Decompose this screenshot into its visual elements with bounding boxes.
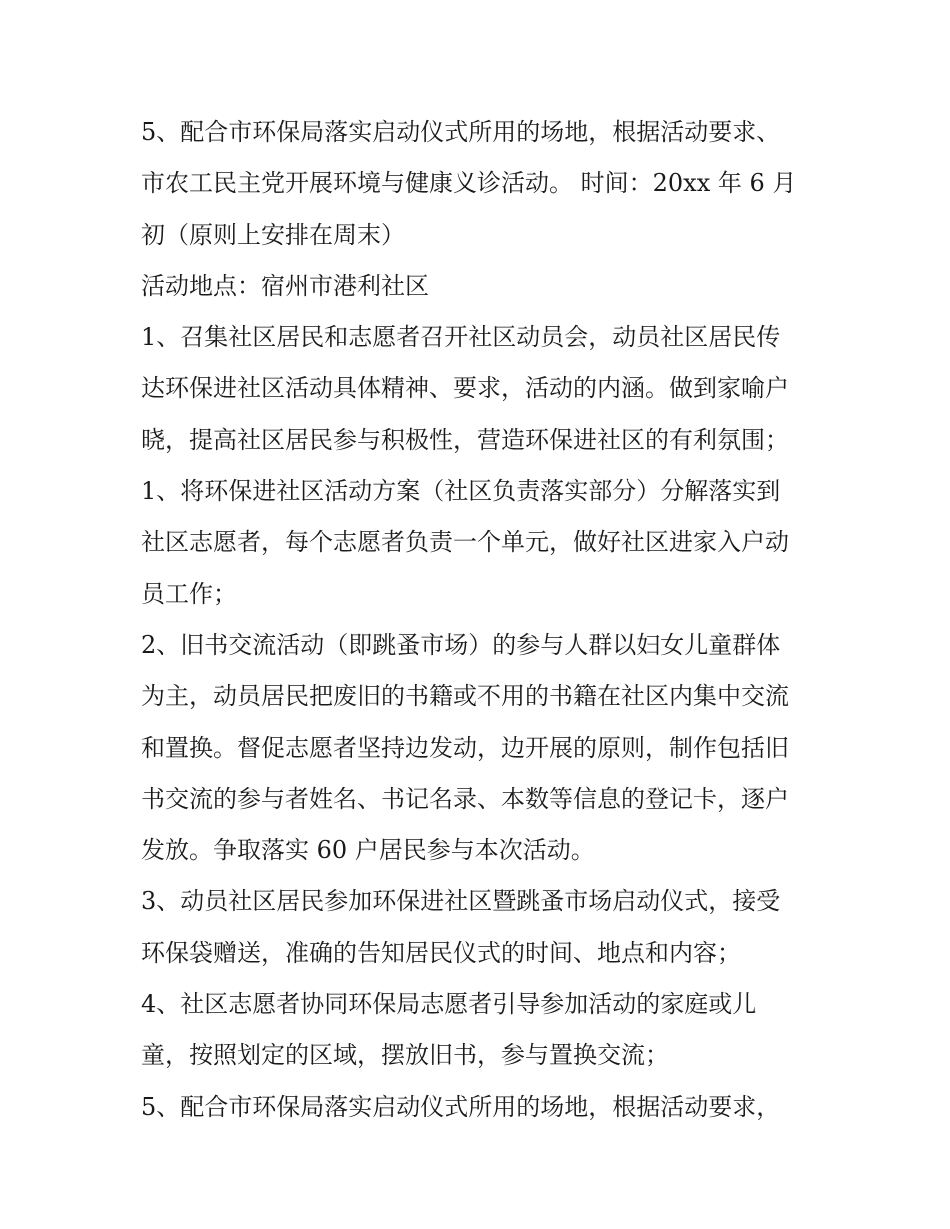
text-line: 书交流的参与者姓名、书记名录、本数等信息的登记卡，逐户: [141, 784, 789, 813]
document-body: [141, 107, 821, 1133]
text-line: 员工作；: [141, 579, 237, 608]
text-line: 发放。争取落实 60 户居民参与本次活动。: [141, 836, 595, 865]
text-line: 晓，提高社区居民参与积极性，营造环保进社区的有利氛围；: [141, 425, 789, 454]
text-line: 3、动员社区居民参加环保进社区暨跳蚤市场启动仪式，接受: [141, 887, 781, 916]
text-line: 环保袋赠送，准确的告知居民仪式的时间、地点和内容；: [141, 938, 741, 967]
text-line: 童，按照划定的区域，摆放旧书，参与置换交流；: [141, 1041, 669, 1070]
text-line: 活动地点：宿州市港利社区: [141, 271, 429, 300]
text-line: 5、配合市环保局落实启动仪式所用的场地，根据活动要求、: [141, 118, 781, 146]
text-line: 初（原则上安排在周末）: [141, 220, 405, 249]
text-line: 市农工民主党开展环境与健康义诊活动。 时间：20xx 年 6 月: [141, 169, 797, 198]
text-line: 为主，动员居民把废旧的书籍或不用的书籍在社区内集中交流: [141, 682, 789, 711]
text-line: 1、将环保进社区活动方案（社区负责落实部分）分解落实到: [141, 477, 781, 506]
text-line: 和置换。督促志愿者坚持边发动，边开展的原则，制作包括旧: [141, 733, 789, 762]
text-line: 5、配合市环保局落实启动仪式所用的场地，根据活动要求，: [141, 1092, 781, 1121]
text-line: 社区志愿者，每个志愿者负责一个单元，做好社区进家入户动: [141, 528, 789, 557]
text-line: 4、社区志愿者协同环保局志愿者引导参加活动的家庭或儿: [141, 990, 757, 1019]
text-line: 达环保进社区活动具体精神、要求，活动的内涵。做到家喻户: [141, 374, 789, 403]
text-line: 2、旧书交流活动（即跳蚤市场）的参与人群以妇女儿童群体: [141, 630, 781, 659]
text-line: 1、召集社区居民和志愿者召开社区动员会，动员社区居民传: [141, 323, 781, 352]
